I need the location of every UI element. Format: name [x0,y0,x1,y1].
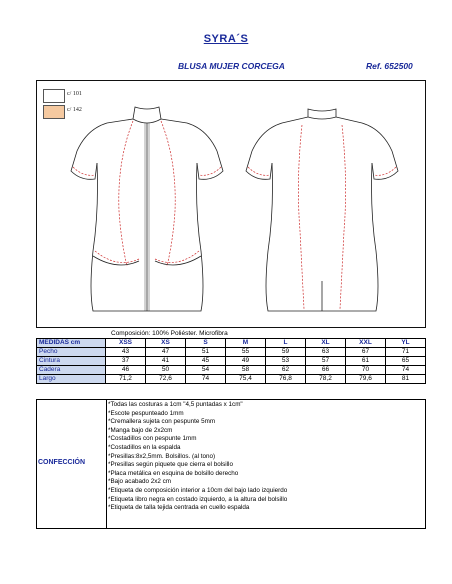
list-item: *Costadillos con pespunte 1mm [108,435,197,443]
blouse-back-sketch [242,101,402,323]
size-header: XS [146,339,186,348]
table-cell: 50 [146,366,186,375]
table-cell: 58 [226,366,266,375]
size-header: XXL [346,339,386,348]
table-cell: 54 [186,366,226,375]
table-header-row [37,339,426,348]
list-item: *Escote pespunteado 1mm [108,409,184,417]
table-cell: 71,2 [106,375,146,384]
table-cell: 47 [146,348,186,357]
confeccion-label: CONFECCIÓN [38,459,86,466]
row-label: Cintura [37,357,106,366]
list-item: *Placa metálica en esquina de bolsillo derecho [108,469,239,477]
swatch-label-101: c/ 101 [67,91,82,97]
table-header-label: MEDIDAS cm [37,339,106,348]
size-header: M [226,339,266,348]
brand-title: SYRA´S [203,33,249,45]
technical-sketch-frame [36,80,426,328]
table-cell: 45 [186,357,226,366]
list-item: *Manga bajo de 2x2cm [108,426,173,434]
table-cell: 75,4 [226,375,266,384]
product-name: BLUSA MUJER CORCEGA [178,61,285,71]
table-cell: 61 [346,357,386,366]
product-reference: Ref. 652500 [366,61,413,71]
list-item: *Bajo acabado 2x2 cm [108,478,172,486]
table-cell: 78,2 [306,375,346,384]
table-cell: 51 [186,348,226,357]
table-cell: 49 [226,357,266,366]
table-cell: 57 [306,357,346,366]
table-cell: 81 [386,375,426,384]
list-item: *Costadillos en la espalda [108,443,181,451]
table-cell: 76,8 [266,375,306,384]
blouse-front-sketch [67,101,227,323]
table-cell: 41 [146,357,186,366]
table-cell: 43 [106,348,146,357]
table-cell: 74 [186,375,226,384]
size-header: XL [306,339,346,348]
table-row [37,366,426,375]
composition-text: Composición: 100% Poliéster. Microfibra [111,330,228,337]
table-cell: 53 [266,357,306,366]
table-cell: 66 [306,366,346,375]
row-label: Cadera [37,366,106,375]
table-cell: 55 [226,348,266,357]
color-swatch-142 [43,105,65,119]
size-header: S [186,339,226,348]
table-cell: 67 [346,348,386,357]
table-cell: 46 [106,366,146,375]
table-cell: 74 [386,366,426,375]
table-cell: 62 [266,366,306,375]
table-cell: 37 [106,357,146,366]
table-cell: 71 [386,348,426,357]
size-header: L [266,339,306,348]
table-cell: 63 [306,348,346,357]
list-item: *Etiqueta libro negra en costado izquierdo, a la altura del bolsillo [108,495,288,503]
list-item: *Etiqueta de talla tejida centrada en cuello espalda [108,504,250,512]
table-cell: 59 [266,348,306,357]
row-label: Largo [37,375,106,384]
list-item: *Presillas según piquete que cierra el bolsillo [108,461,233,469]
confeccion-divider [106,399,107,529]
confeccion-list [108,401,424,513]
table-cell: 79,6 [346,375,386,384]
table-cell: 72,6 [146,375,186,384]
size-header: XSS [106,339,146,348]
row-label: Pecho [37,348,106,357]
measurements-table [36,338,426,384]
list-item: *Etiqueta de composición interior a 10cm del bajo lado izquierdo [108,486,288,494]
table-cell: 70 [346,366,386,375]
list-item: *Todas las costuras a 1cm "4,5 puntadas x 1cm" [108,401,243,408]
table-row [37,375,426,384]
color-swatch-101 [43,89,65,103]
table-row [37,357,426,366]
list-item: *Cremallera sujeta con pespunte 5mm [108,418,216,426]
size-header: YL [386,339,426,348]
swatch-label-142: c/ 142 [67,107,82,113]
table-cell: 65 [386,357,426,366]
list-item: *Presillas:8x2,5mm. Bolsillos. (al tono) [108,452,216,460]
table-row [37,348,426,357]
